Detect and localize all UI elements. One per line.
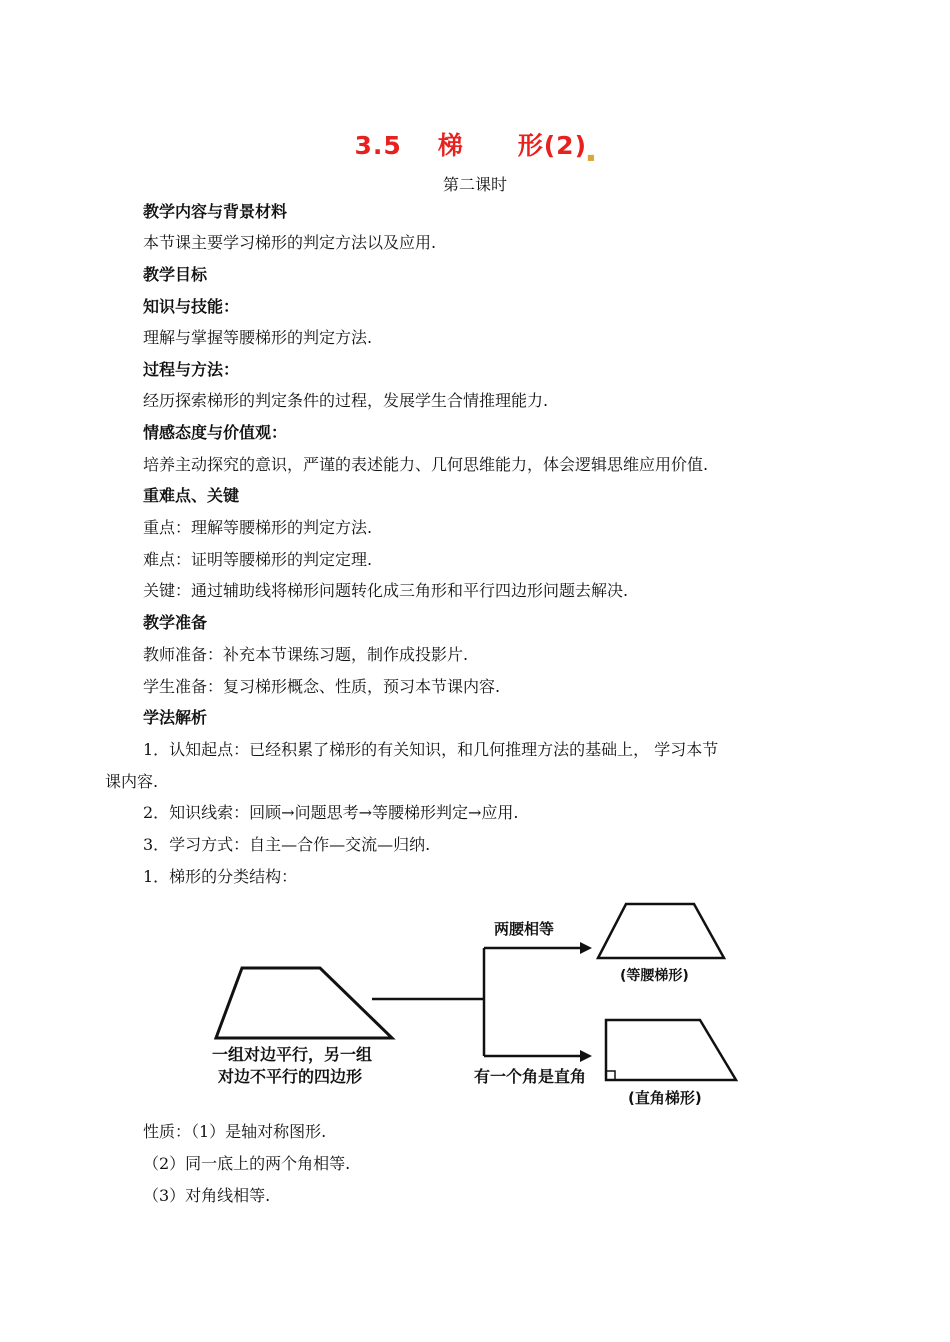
heading-teaching-goals: 教学目标 — [143, 265, 208, 284]
heading-teaching-content: 教学内容与背景材料 — [143, 202, 288, 221]
upper-arrowhead-icon — [580, 942, 592, 954]
title-char-1: 梯 — [437, 131, 464, 160]
paragraph-difficulty: 难点：证明等腰梯形的判定定理. — [143, 550, 373, 569]
paragraph-content: 本节课主要学习梯形的判定方法以及应用. — [143, 233, 437, 252]
heading-key-points: 重难点、关键 — [143, 486, 240, 505]
isosceles-trapezoid-shape — [598, 904, 724, 958]
heading-process-method: 过程与方法： — [143, 360, 240, 379]
property-2: （2）同一底上的两个角相等. — [143, 1154, 351, 1173]
right-trapezoid-label: (直角梯形) — [628, 1089, 702, 1107]
right-trapezoid-shape — [606, 1020, 736, 1080]
upper-branch-label: 两腰相等 — [494, 920, 555, 938]
property-3: （3）对角线相等. — [143, 1186, 271, 1205]
isosceles-trapezoid-label: (等腰梯形) — [620, 968, 689, 984]
right-angle-mark-icon — [606, 1071, 615, 1080]
lower-branch-label: 有一个角是直角 — [474, 1067, 587, 1086]
paragraph-process: 经历探索梯形的判定条件的过程，发展学生合情推理能力. — [143, 391, 549, 410]
left-label-line-2: 对边不平行的四边形 — [218, 1067, 363, 1086]
lower-arrowhead-icon — [580, 1050, 592, 1062]
title-number: 3.5 — [354, 131, 402, 160]
subtitle: 第二课时 — [442, 175, 507, 194]
heading-attitude: 情感态度与价值观： — [143, 423, 288, 442]
general-trapezoid-shape — [216, 968, 392, 1038]
heading-knowledge-skills: 知识与技能： — [143, 297, 240, 316]
anchor-mark-icon: ■ — [587, 153, 596, 162]
heading-learning-analysis: 学法解析 — [143, 708, 208, 727]
paragraph-starting-point-cont: 课内容. — [105, 772, 159, 791]
property-1: 性质：（1）是轴对称图形. — [143, 1122, 327, 1141]
heading-preparation: 教学准备 — [143, 613, 208, 632]
paragraph-starting-point: 1．认知起点：已经积累了梯形的有关知识，和几何推理方法的基础上， 学习本节 — [143, 740, 719, 759]
paragraph-student-prep: 学生准备：复习梯形概念、性质，预习本节课内容. — [143, 677, 501, 696]
paragraph-learning-method: 3．学习方式：自主—合作—交流—归纳. — [143, 835, 431, 854]
title-char-2: 形(2) — [517, 131, 587, 160]
paragraph-classification: 1．梯形的分类结构： — [143, 867, 298, 886]
paragraph-focus: 重点：理解等腰梯形的判定方法. — [143, 518, 373, 537]
paragraph-key: 关键：通过辅助线将梯形问题转化成三角形和平行四边形问题去解决. — [143, 581, 629, 600]
paragraph-teacher-prep: 教师准备：补充本节课练习题，制作成投影片. — [143, 645, 469, 664]
paragraph-attitude: 培养主动探究的意识，严谨的表述能力、几何思维能力，体会逻辑思维应用价值. — [143, 455, 709, 474]
left-label-line-1: 一组对边平行，另一组 — [212, 1045, 373, 1064]
paragraph-knowledge: 理解与掌握等腰梯形的判定方法. — [143, 328, 373, 347]
paragraph-knowledge-clue: 2．知识线索：回顾→问题思考→等腰梯形判定→应用. — [143, 803, 519, 822]
